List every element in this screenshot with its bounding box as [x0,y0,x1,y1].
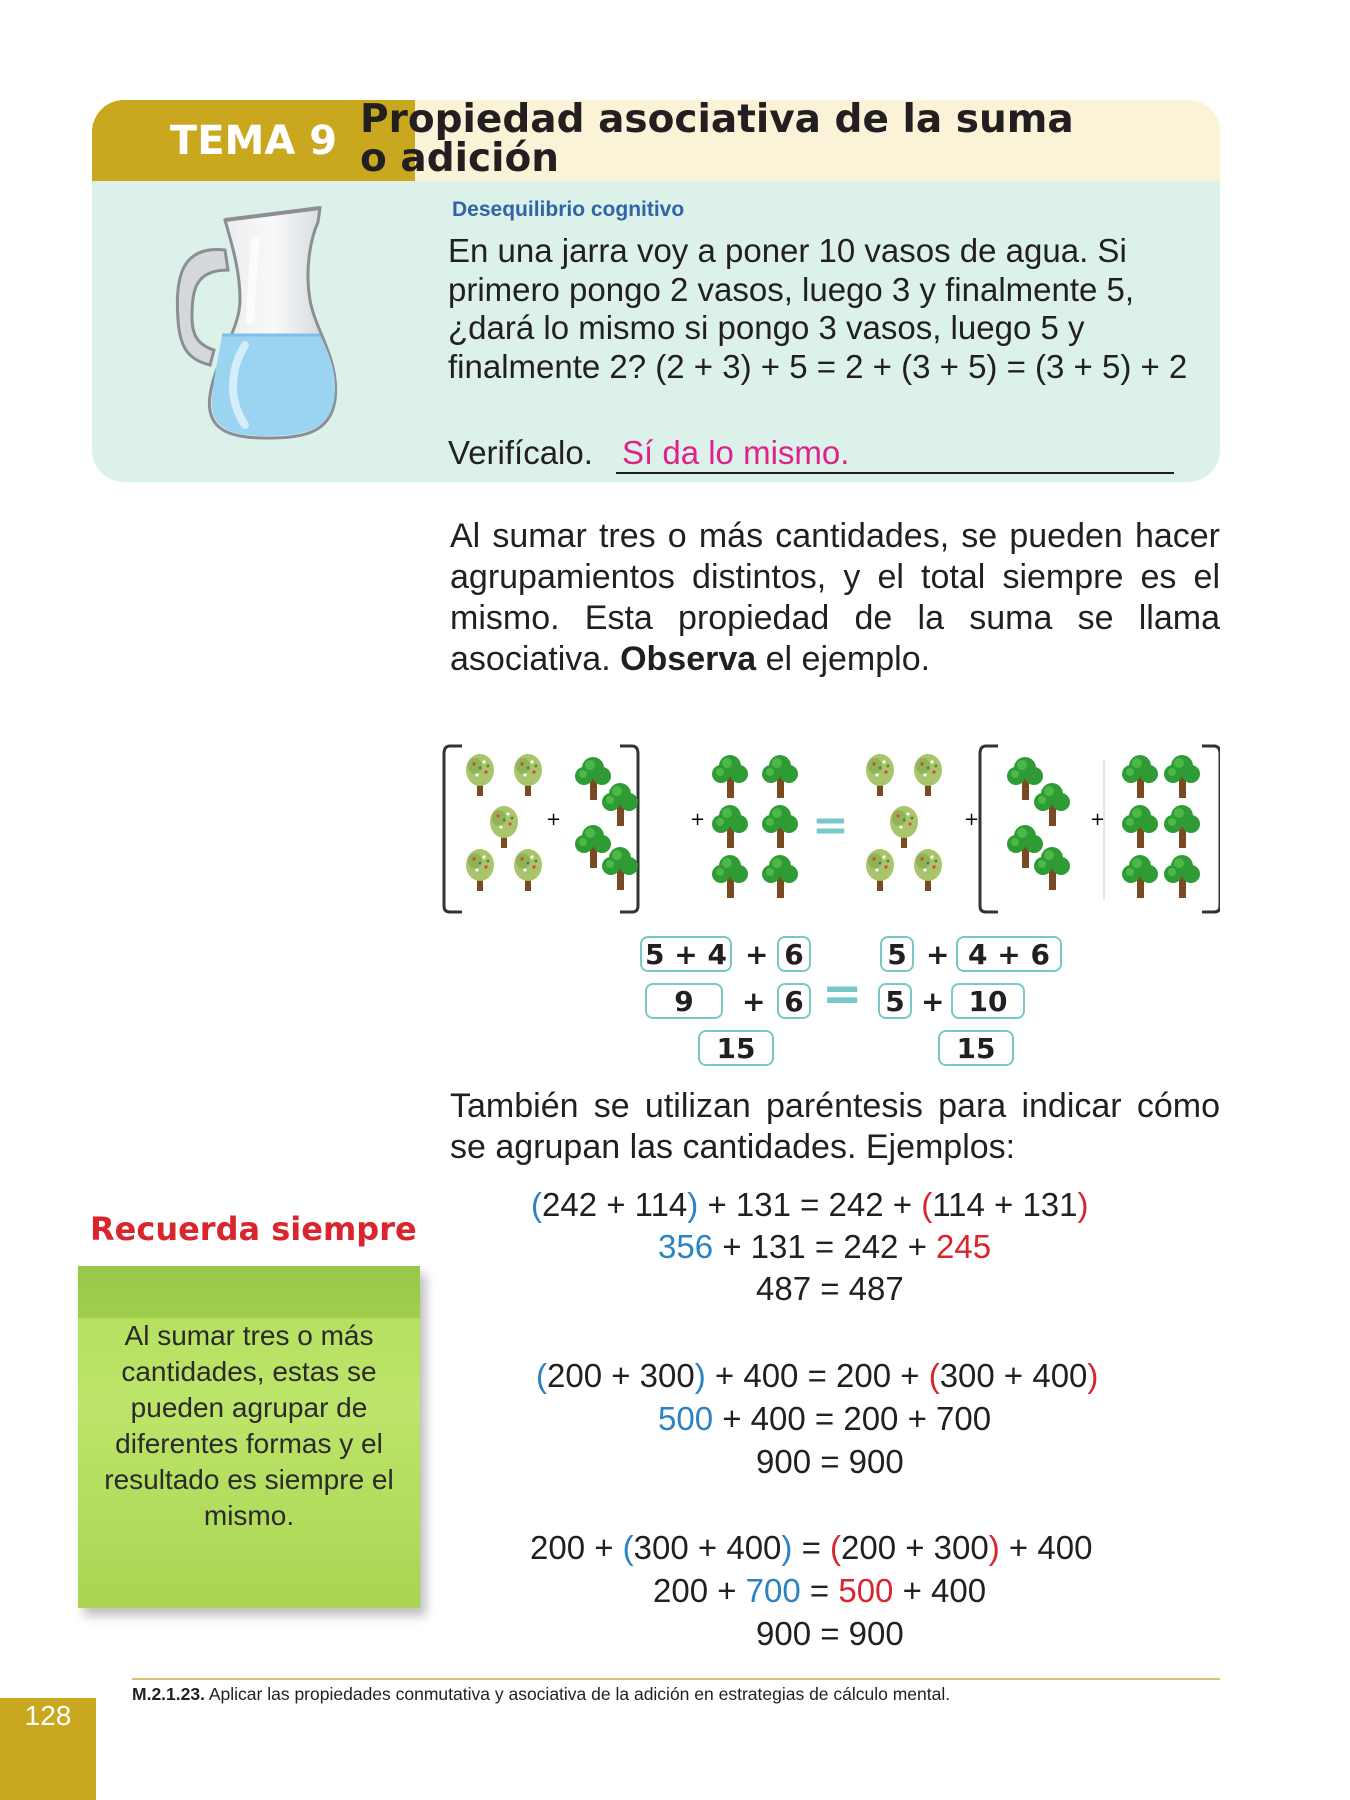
plus-sign: + [1090,809,1106,830]
sticky-note [78,1266,420,1608]
intro-bold: Observa [620,640,757,678]
example-1-line-3: 487 = 487 [756,1270,904,1307]
example-1-line-2: 356 + 131 = 242 + 245 [658,1228,992,1265]
example-3-line-2: 200 + 700 = 500 + 400 [653,1572,987,1609]
title-line-1: Propiedad asociativa de la suma [360,97,1074,142]
verify-answer: Sí da lo mismo. [616,434,1174,474]
box-plus: + [921,985,945,1018]
page-title [360,97,1220,181]
equals-sign: = [812,800,849,851]
footer-objective [132,1684,950,1705]
example-2-line-3: 900 = 900 [756,1443,904,1480]
water-jug-icon [170,200,350,450]
example-2-line-1: (200 + 300) + 400 = 200 + (300 + 400) [536,1357,1099,1394]
sidebar-title: Recuerda siempre [90,1210,417,1248]
box-plus: + [745,938,769,971]
intro-text: Al sumar tres o más cantidades, se pueden hacer agrupamientos distintos, y el total siempre es el mismo. Esta propiedad de la suma se llama asociativa. [450,517,1220,678]
problem-text: En una jarra voy a poner 10 vasos de agua. Si primero pongo 2 vasos, luego 3 y finalmente 5, ¿dará lo mismo si pongo 3 vasos, luego 5 y finalmente 2? (2 + 3) + 5 = 2 + (3 + 5) = (3 + 5) + 2 [448,232,1188,385]
plus-sign: + [690,809,706,830]
tema-badge: TEMA 9 [92,100,415,181]
box-right-sum: 10 [951,983,1025,1019]
example-2-line-2: 500 + 400 = 200 + 700 [658,1400,992,1437]
box-left-num: 6 [777,936,811,972]
equals-sign: = [822,966,863,1022]
box-right-group: 4 + 6 [956,936,1062,972]
title-line-2: o adición [360,136,560,181]
example-3-line-3: 900 = 900 [756,1615,904,1652]
box-left-sum: 9 [645,983,723,1019]
verify-row [448,434,850,474]
sticky-note-band [78,1266,420,1318]
section-label: Desequilibrio cognitivo [452,198,685,221]
box-right-num: 5 [880,936,914,972]
box-plus: + [926,938,950,971]
box-right-total: 15 [938,1030,1014,1066]
sticky-note-text: Al sumar tres o más cantidades, estas se pueden agrupar de diferentes formas y el resultado es siempre el mismo. [104,1320,394,1531]
example-1-line-1: (242 + 114) + 131 = 242 + (114 + 131) [531,1186,1089,1223]
box-left-group: 5 + 4 [640,936,732,972]
plus-sign: + [546,809,562,830]
footer-description: Aplicar las propiedades conmutativa y asociativa de la adición en estrategias de cálculo mental. [204,1684,951,1704]
footer-divider [132,1678,1220,1680]
box-plus: + [742,985,766,1018]
page-number: 128 [24,1700,72,1731]
box-right-num: 5 [878,983,912,1019]
intro-paragraph [450,516,1220,680]
box-left-num: 6 [777,983,811,1019]
plus-sign: + [964,809,980,830]
example-3-line-1: 200 + (300 + 400) = (200 + 300) + 400 [530,1529,1093,1566]
verify-label: Verifícalo. [448,434,593,471]
footer-code: M.2.1.23. [132,1684,205,1704]
intro-tail: el ejemplo. [765,640,931,678]
parentheses-paragraph: También se utilizan paréntesis para indicar cómo se agrupan las cantidades. Ejemplos: [450,1087,1220,1166]
trees-illustration [440,740,1220,920]
box-left-total: 15 [698,1030,774,1066]
